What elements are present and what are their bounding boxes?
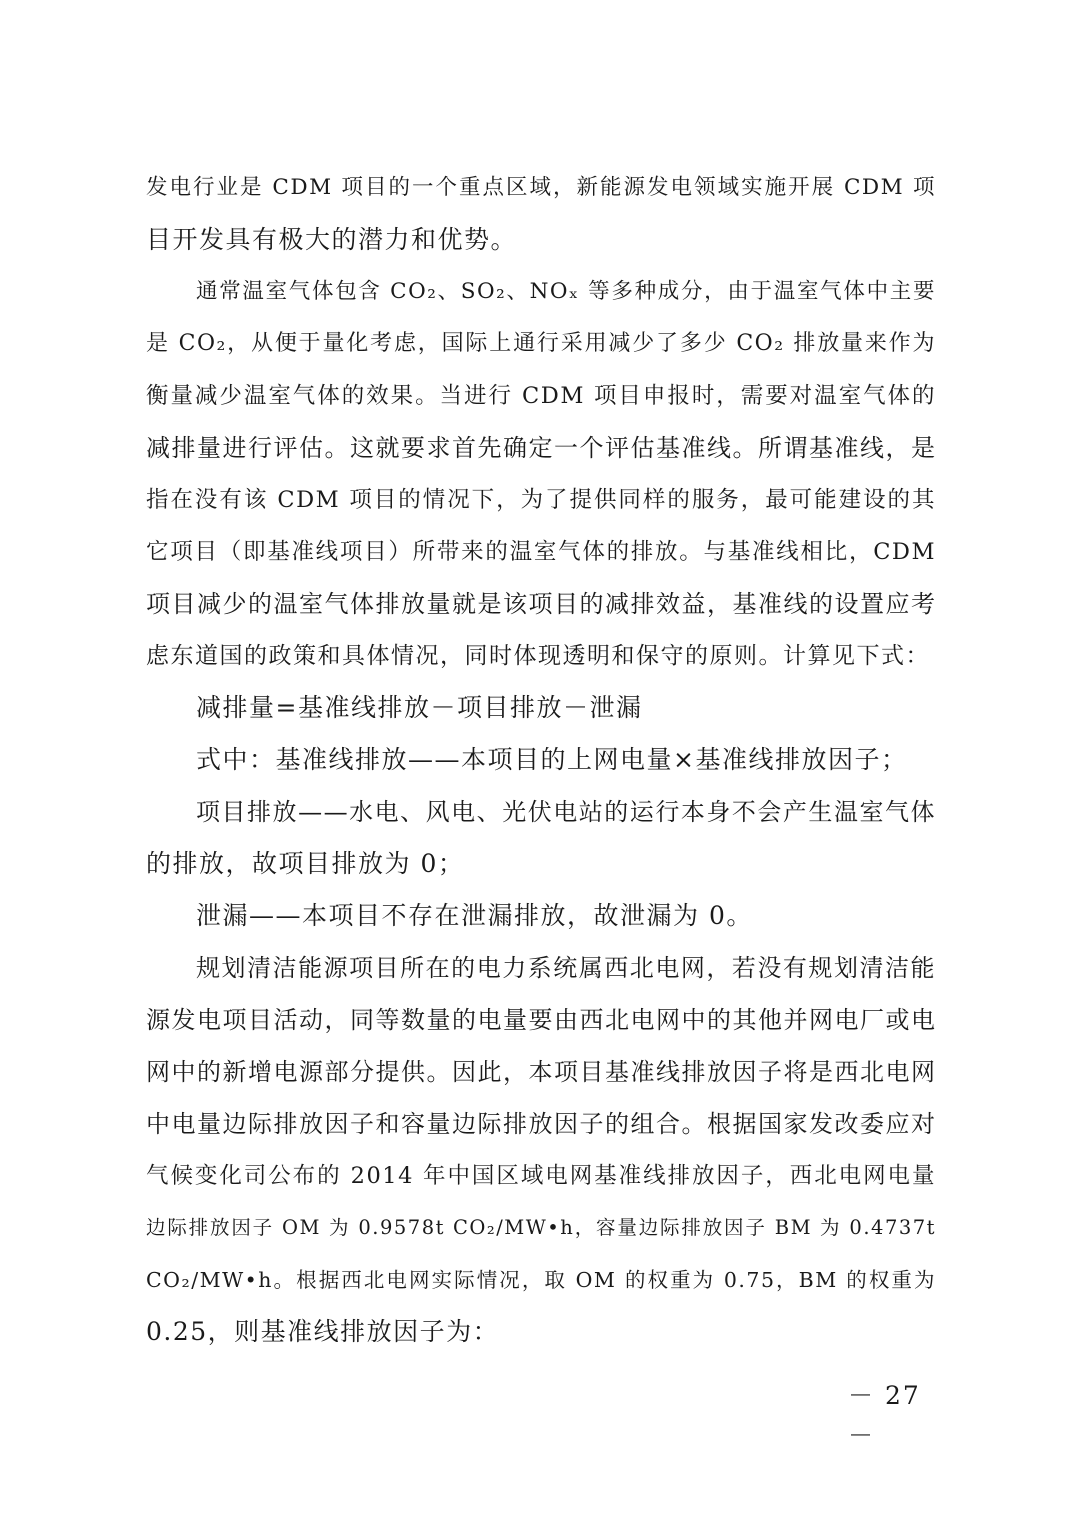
page-number: － 27 －: [848, 1381, 921, 1450]
text-line: 项目减少的温室气体排放量就是该项目的减排效益，基准线的设置应考: [146, 590, 937, 618]
text-line: 源发电项目活动，同等数量的电量要由西北电网中的其他并网电厂或电: [146, 1006, 937, 1034]
text-line: 衡量减少温室气体的效果。当进行 CDM 项目申报时，需要对温室气体的: [146, 383, 936, 409]
text-line: 是 CO₂，从便于量化考虑，国际上通行采用减少了多少 CO₂ 排放量来作为: [146, 331, 936, 356]
text-line: 通常温室气体包含 CO₂、SO₂、NOₓ 等多种成分，由于温室气体中主要: [196, 279, 936, 304]
text-line: 发电行业是 CDM 项目的一个重点区域，新能源发电领域实施开展 CDM 项: [146, 175, 936, 200]
text-line: 减排量=基准线排放－项目排放－泄漏: [196, 693, 643, 722]
text-line: 边际排放因子 OM 为 0.9578t CO₂/MW•h，容量边际排放因子 BM 为 0.4737t: [146, 1216, 936, 1239]
text-line: 的排放，故项目排放为 0；: [146, 849, 465, 878]
text-line: 气候变化司公布的 2014 年中国区域电网基准线排放因子，西北电网电量: [146, 1163, 936, 1189]
text-line: 它项目（即基准线项目）所带来的温室气体的排放。与基准线相比，CDM: [146, 539, 936, 565]
text-line: 目开发具有极大的潜力和优势。: [146, 225, 518, 254]
text-line: 虑东道国的政策和具体情况，同时体现透明和保守的原则。计算见下式：: [146, 643, 930, 669]
text-line: CO₂/MW•h。根据西北电网实际情况，取 OM 的权重为 0.75，BM 的权重为: [146, 1268, 936, 1292]
text-line: 网中的新增电源部分提供。因此，本项目基准线排放因子将是西北电网: [146, 1058, 937, 1086]
text-line: 减排量进行评估。这就要求首先确定一个评估基准线。所谓基准线，是: [146, 434, 937, 462]
text-line: 指在没有该 CDM 项目的情况下，为了提供同样的服务，最可能建设的其: [146, 487, 936, 513]
text-line: 项目排放——水电、风电、光伏电站的运行本身不会产生温室气体: [196, 798, 936, 826]
text-line: 0.25，则基准线排放因子为：: [146, 1317, 500, 1346]
text-line: 规划清洁能源项目所在的电力系统属西北电网，若没有规划清洁能: [196, 954, 936, 982]
text-line: 中电量边际排放因子和容量边际排放因子的组合。根据国家发改委应对: [146, 1110, 937, 1138]
text-line: 式中：基准线排放——本项目的上网电量×基准线排放因子；: [196, 745, 908, 774]
text-line: 泄漏——本项目不存在泄漏排放，故泄漏为 0。: [196, 901, 753, 930]
body-text: [146, 162, 936, 1358]
